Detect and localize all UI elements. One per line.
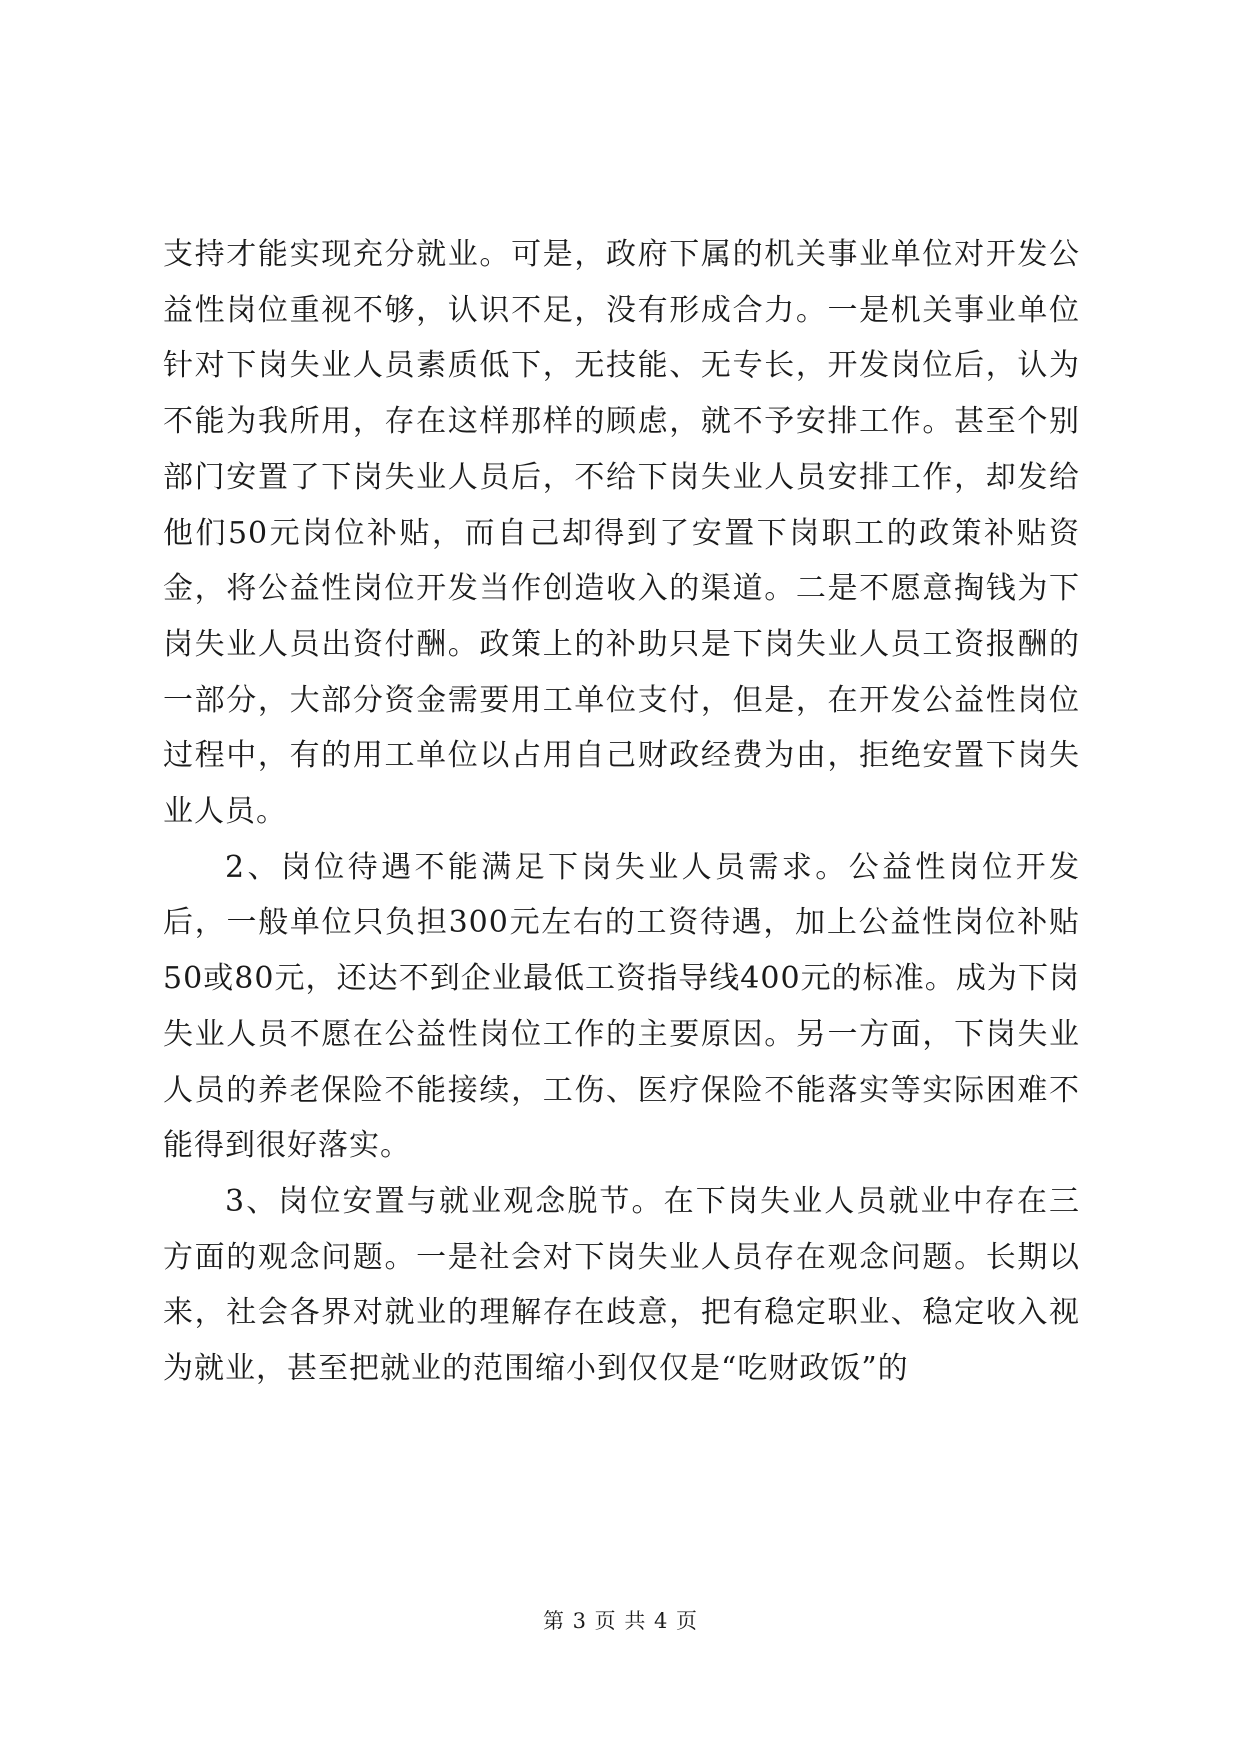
document-body (163, 227, 1080, 1397)
paragraph-item-3: 3、岗位安置与就业观念脱节。在下岗失业人员就业中存在三方面的观念问题。一是社会对下岗失业人员存在观念问题。长期以来，社会各界对就业的理解存在歧意，把有稳定职业、稳定收入视为就业，甚至把就业的范围缩小到仅仅是“吃财政饭”的 (163, 1183, 1080, 1387)
page-number-footer: 第 3 页 共 4 页 (542, 1609, 699, 1633)
paragraph-item-2: 2、岗位待遇不能满足下岗失业人员需求。公益性岗位开发后，一般单位只负担300元左右的工资待遇，加上公益性岗位补贴50或80元，还达不到企业最低工资指导线400元的标准。成为下岗失业人员不愿在公益性岗位工作的主要原因。另一方面，下岗失业人员的养老保险不能接续，工伤、医疗保险不能落实等实际困难不能得到很好落实。 (163, 849, 1080, 1164)
paragraph-continuation: 支持才能实现充分就业。可是，政府下属的机关事业单位对开发公益性岗位重视不够，认识不足，没有形成合力。一是机关事业单位针对下岗失业人员素质低下，无技能、无专长，开发岗位后，认为不能为我所用，存在这样那样的顾虑，就不予安排工作。甚至个别部门安置了下岗失业人员后，不给下岗失业人员安排工作，却发给他们50元岗位补贴，而自己却得到了安置下岗职工的政策补贴资金，将公益性岗位开发当作创造收入的渠道。二是不愿意掏钱为下岗失业人员出资付酬。政策上的补助只是下岗失业人员工资报酬的一部分，大部分资金需要用工单位支付，但是，在开发公益性岗位过程中，有的用工单位以占用自己财政经费为由，拒绝安置下岗失业人员。 (163, 237, 1080, 830)
